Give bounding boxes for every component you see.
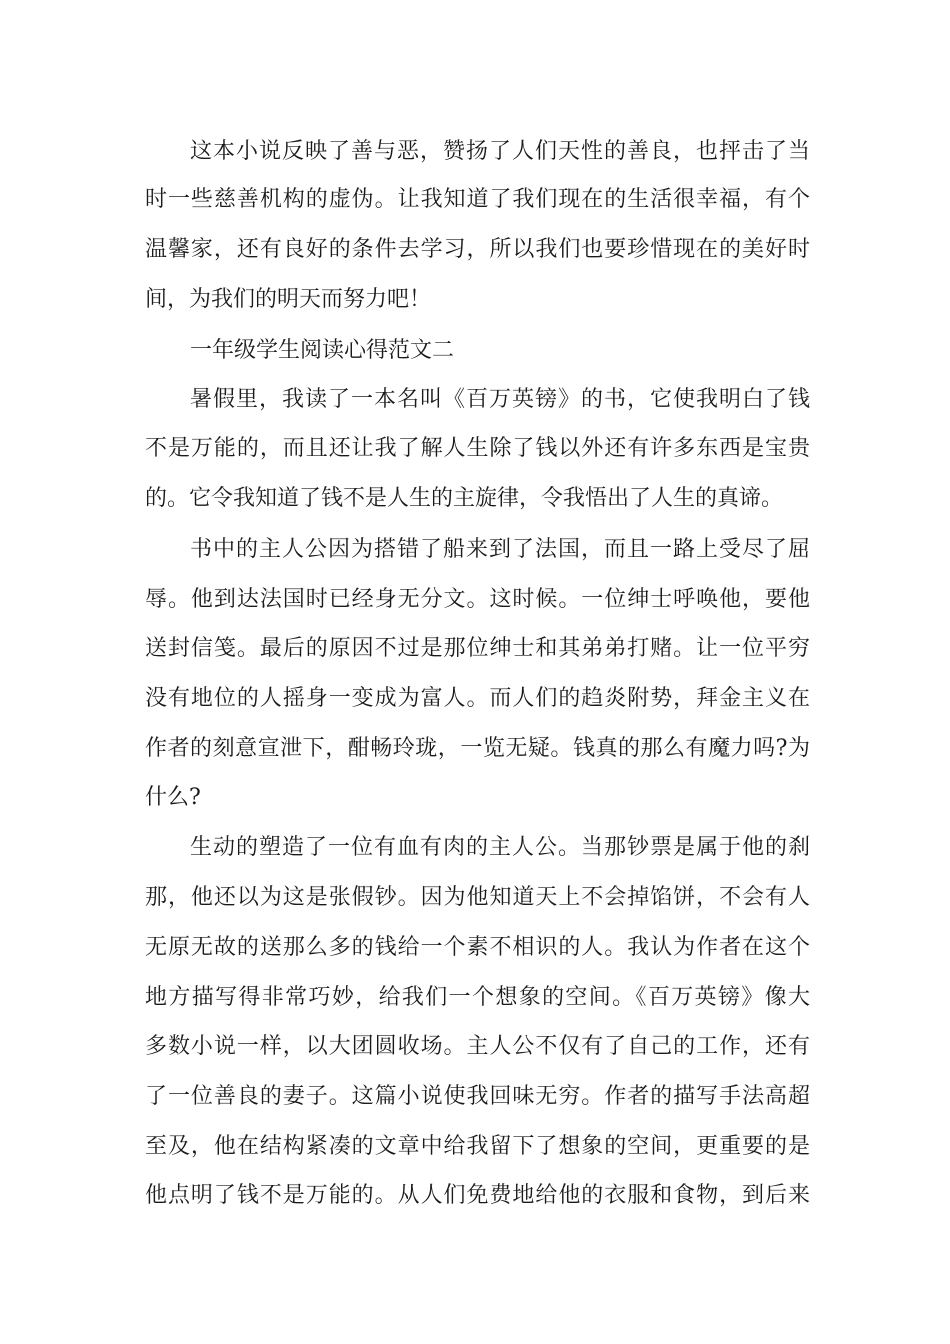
paragraph-3-line-1: 书中的主人公因为搭错了船来到了法国，而且一路上受尽了屈 <box>190 537 810 562</box>
paragraph-2-line-1: 暑假里，我读了一本名叫《百万英镑》的书，它使我明白了钱 <box>190 387 810 412</box>
paragraph-3-line-6: 什么? <box>145 785 201 810</box>
paragraph-4-line-3: 无原无故的送那么多的钱给一个素不相识的人。我认为作者在这个 <box>145 935 810 960</box>
paragraph-4-line-6: 了一位善良的妻子。这篇小说使我回味无穷。作者的描写手法高超 <box>145 1084 810 1109</box>
paragraph-1-line-3: 温馨家，还有良好的条件去学习，所以我们也要珍惜现在的美好时 <box>145 237 810 262</box>
paragraph-4-line-4: 地方描写得非常巧妙，给我们一个想象的空间。《百万英镑》像大 <box>145 985 810 1010</box>
paragraph-4-line-1: 生动的塑造了一位有血有肉的主人公。当那钞票是属于他的刹 <box>190 835 810 860</box>
paragraph-1-line-4: 间，为我们的明天而努力吧！ <box>145 287 432 312</box>
paragraph-2-line-2: 不是万能的，而且还让我了解人生除了钱以外还有许多东西是宝贵 <box>145 436 810 461</box>
paragraph-1-line-2: 时一些慈善机构的虚伪。让我知道了我们现在的生活很幸福，有个 <box>145 187 810 212</box>
paragraph-3-line-4: 没有地位的人摇身一变成为富人。而人们的趋炎附势，拜金主义在 <box>145 686 810 711</box>
paragraph-3-line-2: 辱。他到达法国时已经身无分文。这时候。一位绅士呼唤他，要他 <box>145 587 810 612</box>
paragraph-4-line-2: 那，他还以为这是张假钞。因为他知道天上不会掉馅饼，不会有人 <box>145 885 810 910</box>
paragraph-1-line-1: 这本小说反映了善与恶，赞扬了人们天性的善良，也抨击了当 <box>190 139 810 164</box>
paragraph-3-line-5: 作者的刻意宣泄下，酣畅玲珑，一览无疑。钱真的那么有魔力吗?为 <box>145 736 810 761</box>
paragraph-2-line-3: 的。它令我知道了钱不是人生的主旋律，令我悟出了人生的真谛。 <box>145 486 784 511</box>
paragraph-4-line-7: 至及，他在结构紧凑的文章中给我留下了想象的空间，更重要的是 <box>145 1134 810 1159</box>
paragraph-4-line-8: 他点明了钱不是万能的。从人们免费地给他的衣服和食物，到后来 <box>145 1183 810 1208</box>
paragraph-3-line-3: 送封信笺。最后的原因不过是那位绅士和其弟弟打赌。让一位平穷 <box>145 636 810 661</box>
section-heading: 一年级学生阅读心得范文二 <box>190 338 455 363</box>
paragraph-4-line-5: 多数小说一样，以大团圆收场。主人公不仅有了自己的工作，还有 <box>145 1034 810 1059</box>
